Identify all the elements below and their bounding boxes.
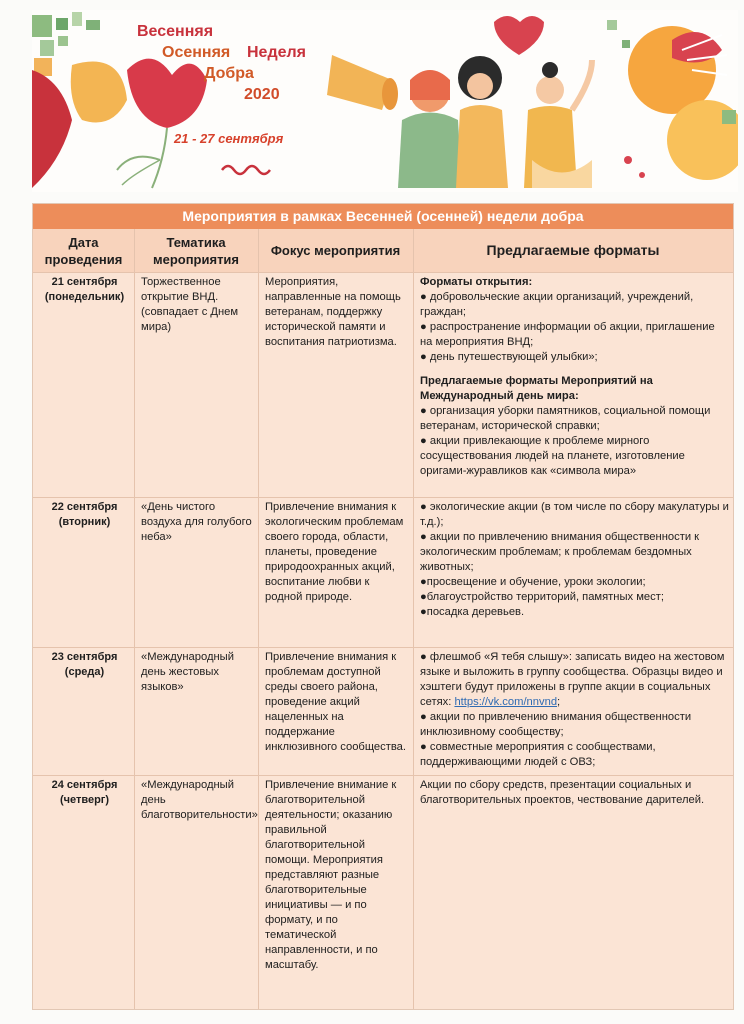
format-item: ●просвещение и обучение, уроки экологии; [420,576,646,588]
row-date [33,272,134,305]
row-date-day: 24 сентября [51,779,118,791]
format-item: ● день путешествующей улыбки»; [420,351,598,363]
format-item: ● совместные мероприятия с сообществами, поддерживающими людей с ОВЗ; [420,741,656,768]
format-item: ● распространение информации об акции, приглашение на мероприятия ВНД; [420,321,715,348]
row-date [33,497,134,530]
row-topic: «Международный день благотворительности» [141,779,258,821]
row-focus: Мероприятия, направленные на помощь ветеранам, поддержку исторической памяти и воспитания патриотизма. [265,276,401,348]
format-item: ● акции привлекающие к проблеме мирного сосуществования людей на планете, изготовление оригами-журавликов как «символа мира» [420,435,685,477]
banner-title-word-1: Весенняя [137,23,214,40]
format-item-text: ● флешмоб «Я тебя слышу»: записать видео на жестовом языке и выложить в группу сообщества. Образцы видео и хэштеги будут приложены в группе акции в социальных сетях: [420,651,725,708]
format-item: ● акции по привлечению внимания общественности к экологическим проблемам; к проблемам бездомных животных; [420,531,700,573]
row-topic: Торжественное открытие ВНД. (совпадает с Днем мира) [141,276,239,333]
row-topic: «День чистого воздуха для голубого неба» [141,501,252,543]
row-date-weekday: (понедельник) [44,291,125,303]
format-item-end: ; [557,696,561,708]
table-row [33,272,733,497]
row-date [33,775,134,808]
row-formats [413,775,733,808]
format-item: ● добровольческие акции организаций, учреждений, граждан; [420,291,694,318]
header-formats: Предлагаемые форматы [413,229,733,272]
row-date-day: 22 сентября [51,501,118,513]
row-date-day: 23 сентября [51,651,118,663]
header-focus: Фокус мероприятия [258,229,413,272]
row-focus: Привлечение внимание к благотворительной деятельности; оказанию правильной благотворительной помощи. Мероприятия представляют разные благотворительные инициативы — и по формату, и по тематической направленности, и по масштабу. [265,779,397,971]
banner-title-word-4: Добра [204,65,254,82]
events-table [32,203,734,1010]
row-formats [413,647,733,770]
row-date-weekday: (среда) [64,666,105,678]
format-item: ●посадка деревьев. [420,606,525,618]
table-title: Мероприятия в рамках Весенней (осенней) недели добра [33,204,733,229]
row-topic: «Международный день жестовых языков» [141,651,234,693]
format-item [420,650,729,710]
row-focus: Привлечение внимания к экологическим проблемам своего города, области, планеты, проведение природоохранных акций, воспитание любви к родной природе. [265,501,404,603]
format-item: ●благоустройство территорий, памятных мест; [420,591,664,603]
row-date-weekday: (четверг) [59,794,110,806]
table-row [33,497,733,647]
row-focus: Привлечение внимания к проблемам доступной среды своего района, проведение акций нацеленных на поддержание инклюзивного сообщества. [265,651,406,753]
banner-dates: 21 - 27 сентября [174,131,284,146]
header-date: Дата проведения [33,229,134,272]
format-item: ● организация уборки памятников, социальной помощи ветеранам, исторической справки; [420,405,711,432]
banner-year: 2020 [244,86,280,103]
format-item: Акции по сбору средств, презентации социальных и благотворительных проектов, чествование дарителей. [420,779,705,806]
header-topic: Тематика мероприятия [134,229,258,272]
row-formats [413,497,733,620]
formats-heading: Предлагаемые форматы Мероприятий на Международный день мира: [420,375,653,402]
table-row [33,775,733,1008]
vk-group-link[interactable]: https://vk.com/nnvnd [454,696,558,708]
row-date [33,647,134,680]
row-date-weekday: (вторник) [58,516,111,528]
row-formats [413,272,733,479]
row-date-day: 21 сентября [51,276,118,288]
formats-heading: Форматы открытия: [420,276,533,288]
banner-title-word-3: Неделя [247,44,307,61]
banner-title-word-2: Осенняя [162,44,231,61]
format-item: ● акции по привлечению внимания общественности инклюзивному сообществу; [420,711,692,738]
event-banner [32,10,738,192]
table-row [33,647,733,775]
format-item: ● экологические акции (в том числе по сбору макулатуры и т.д.); [420,501,729,528]
